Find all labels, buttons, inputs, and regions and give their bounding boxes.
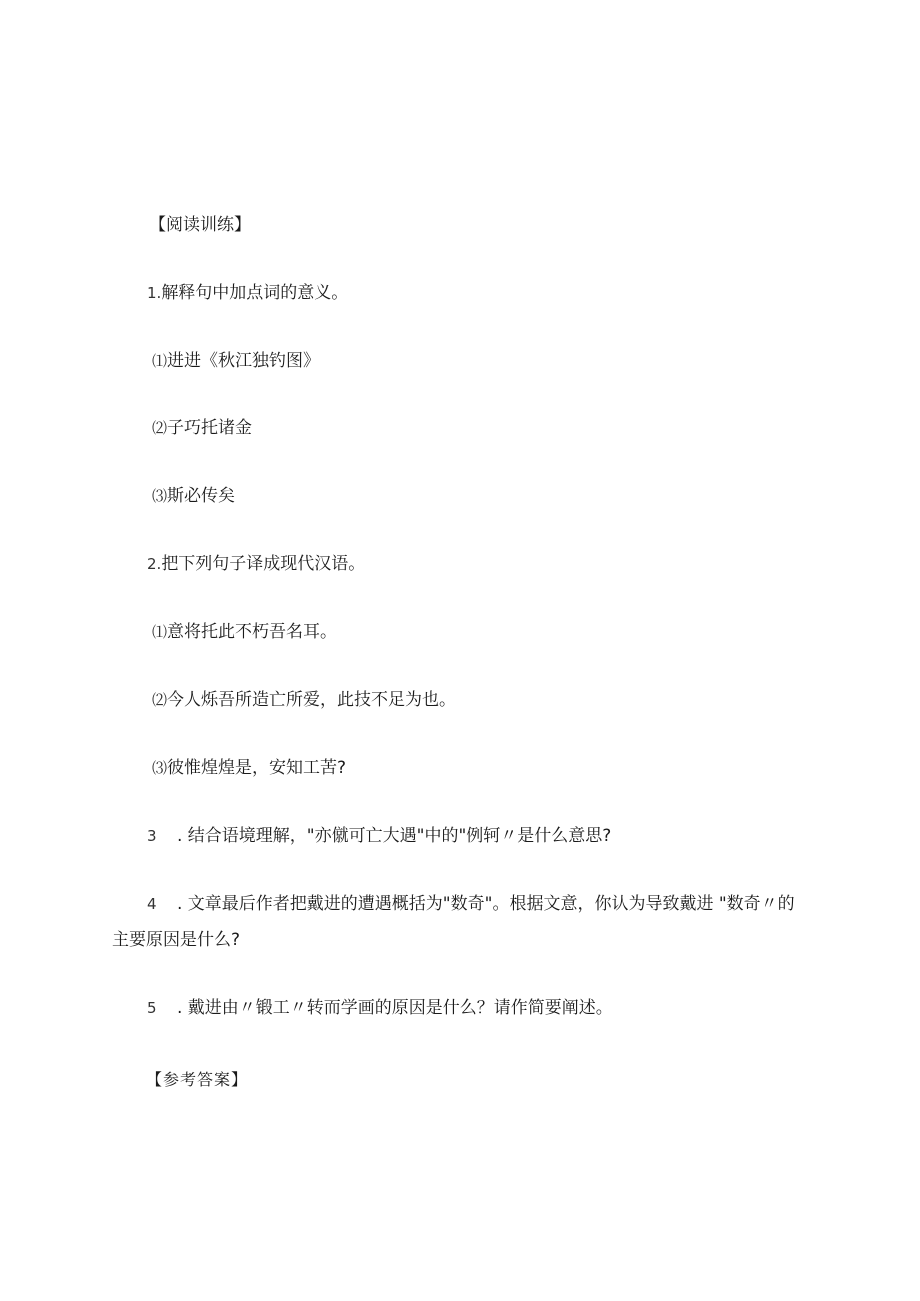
question-number: 5 bbox=[147, 999, 157, 1017]
question-number: 3 bbox=[147, 827, 157, 845]
question-4 bbox=[147, 893, 795, 915]
item-text: 彼惟煌煌是，安知工苦? bbox=[167, 758, 347, 778]
item-number: ⑶ bbox=[152, 487, 168, 505]
question-3 bbox=[147, 825, 611, 847]
reading-training-heading: 【阅读训练】 bbox=[149, 215, 251, 235]
item-text: 今人烁吾所造亡所爱，此技不足为也。 bbox=[167, 690, 457, 710]
question-4-continuation: 主要原因是什么? bbox=[112, 930, 241, 950]
question-1-item-3 bbox=[152, 485, 235, 507]
question-text: . 戴进由〃锻工〃转而学画的原因是什么？请作简要阐述。 bbox=[177, 998, 613, 1018]
item-text: 意将托此不朽吾名耳。 bbox=[167, 622, 338, 642]
item-text: 斯必传矣 bbox=[167, 486, 236, 506]
question-number: 4 bbox=[147, 895, 157, 913]
question-prompt: 解释句中加点词的意义。 bbox=[161, 283, 349, 303]
question-text: . 文章最后作者把戴进的遭遇概括为"数奇"。根据文意，你认为导致戴进 "数奇〃的 bbox=[177, 894, 795, 914]
question-number: 1. bbox=[147, 284, 162, 302]
question-5 bbox=[147, 997, 613, 1019]
question-2-item-1 bbox=[152, 621, 337, 643]
question-1 bbox=[147, 282, 348, 304]
item-text: 进进《秋江独钓图》 bbox=[167, 351, 321, 371]
question-number: 2. bbox=[147, 555, 162, 573]
item-number: ⑶ bbox=[152, 759, 168, 777]
item-number: ⑵ bbox=[152, 419, 168, 437]
question-1-item-1 bbox=[152, 350, 320, 372]
reference-answer-heading: 【参考答案】 bbox=[146, 1070, 249, 1089]
item-text: 子巧托诸金 bbox=[167, 418, 253, 438]
question-text: . 结合语境理解，"亦僦可亡大遇"中的"例轲〃是什么意思? bbox=[177, 826, 612, 846]
question-2 bbox=[147, 553, 365, 575]
item-number: ⑴ bbox=[152, 352, 168, 370]
question-1-item-2 bbox=[152, 417, 252, 439]
question-2-item-2 bbox=[152, 689, 456, 711]
item-number: ⑵ bbox=[152, 691, 168, 709]
item-number: ⑴ bbox=[152, 623, 168, 641]
question-prompt: 把下列句子译成现代汉语。 bbox=[161, 554, 366, 574]
question-2-item-3 bbox=[152, 757, 346, 779]
